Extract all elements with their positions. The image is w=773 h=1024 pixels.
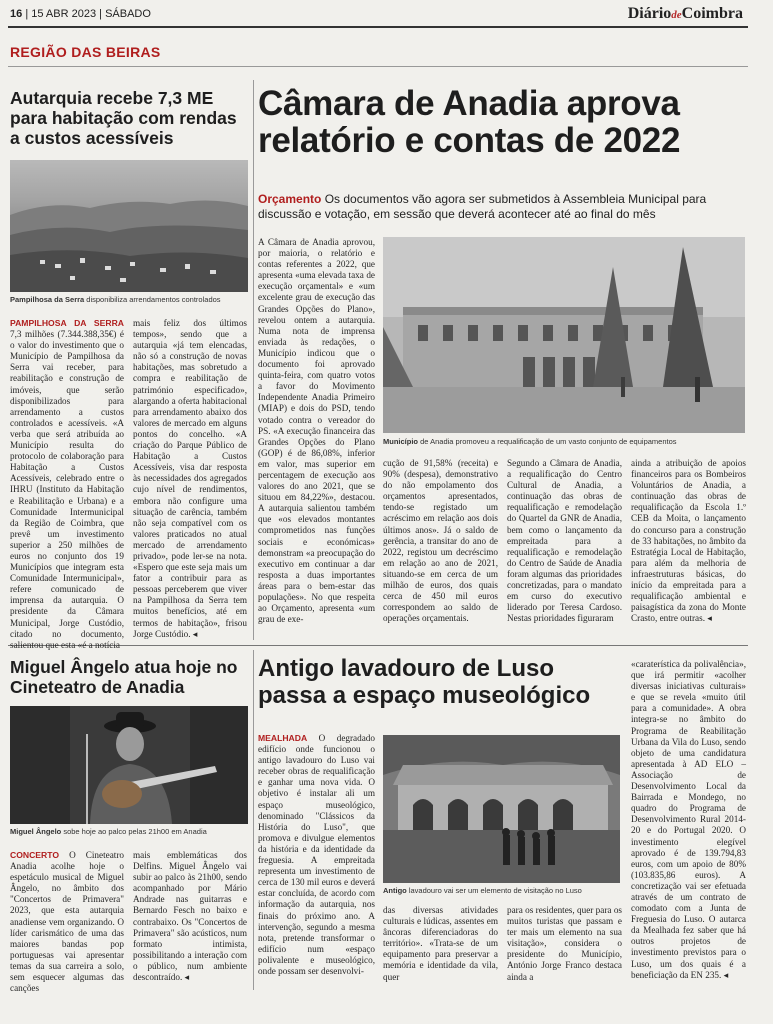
header-rule: [8, 26, 748, 28]
section-rule: [8, 66, 748, 67]
newspaper-logo: DiáriodeCoimbra: [627, 5, 743, 22]
town-hall-illustration: [383, 237, 745, 433]
anadia-photo-caption: Município de Anadia promoveu a requalificação de um vasto conjunto de equipamentos: [383, 437, 677, 446]
landscape-illustration: [10, 160, 248, 292]
page-number: 16: [10, 8, 23, 20]
page-header-left: 16 | 15 ABR 2023 | SÁBADO: [10, 8, 151, 20]
section-title: REGIÃO DAS BEIRAS: [10, 44, 161, 60]
luso-column-3: para os residentes, quer para os muitos turistas que passam e ter mais um elemento na sua visitação», considera o presidente do Município, António Jorge Franco destaca ainda a: [507, 905, 622, 982]
luso-washhouse-photo: [383, 735, 620, 883]
pampilhosa-column-2: mais feliz dos últimos tempos», sendo que a autarquia «já tem elencadas, não só a construção de novas habitações, mas sobretudo a compra e reabilitação de património especificado», alargando a oferta habitacional para arrendamento abaixo dos valores de mercado em alguns pontos do concelho. «A criação do Parque Público de Habitação a Custos Acessíveis, visa dar resposta às necessidades dos agregados cujo nível de rendimentos, embora não configure uma situação de carência, também não seja compatível com os valores praticados no atual mercado de arrendamento privado», pode ler-se na nota. «Espero que este seja mais um fator a contribuir para as pessoas perceberem que viver na Pampilhosa da Serra tem muitos benefícios, até em termos de habitação», frisou Jorge Custódio. ◂: [133, 318, 247, 639]
miguel-angelo-column-2: mais emblemáticas dos Delfins. Miguel Ângelo vai subir ao palco às 21h00, sendo acompanhado por Mário Andrade nas guitarras e Bernardo Fesch no baixo e contrabaixo. Os "Concertos de Primavera" são acústicos, num formato intimista, possibilitando a interação com o público, num ambiente descontraído. ◂: [133, 850, 247, 983]
column-divider: [253, 80, 254, 640]
washhouse-illustration: [383, 735, 620, 883]
luso-headline: Antigo lavadouro de Luso passa a espaço museológico: [258, 655, 591, 709]
issue-weekday: SÁBADO: [105, 8, 151, 20]
luso-column-4: «caraterística da polivalência», que irá permitir «acolher diversas iniciativas culturais» e que se revela «muito útil para a comunidade». A obra integra-se no âmbito do Programa de Reabilitação Urbana da Vila do Luso, sendo objeto de uma candidatura apresentada à AD ELO – Associação de Desenvolvimento Local da Bairrada e Mondego, no quadro do Programa de Desenvolvimento Rural 2014-20 e do Portugal 2020. O investimento elegível aprovado é de 139.794,83 euros, com um apoio de 80% (103.835,86 euros). A concretização vai ser efetuada através de um contrato de comodato com a Junta de Freguesia do Luso. O autarca da Mealhada fez saber que há outros projetos de investimento previstos para o Luso, um dos quais é a beneficiação da EN 235. ◂: [631, 659, 746, 980]
miguel-angelo-photo-caption: Miguel Ângelo sobe hoje ao palco pelas 21h00 em Anadia: [10, 827, 207, 836]
luso-column-1: MEALHADA O degradado edifício onde funcionou o antigo lavadouro do Luso vai receber obras de requalificação e ganhar uma nova vida. O objetivo é instalar ali um espaço museológico, denominado "Clássicos da História do Luso", que promova e divulgue elementos da história e da identidade da freguesia. A empreitada representa um investimento de cerca de 130 mil euros e deverá estar concluída, de acordo com informação da autarquia, nos finais do próximo ano. A intervenção, segundo a mesma nota, pretende transformar o edifício num «espaço polivalente e museológico, onde possam ser desenvolvi-: [258, 733, 375, 976]
anadia-headline: Câmara de Anadia aprova relatório e contas de 2022: [258, 84, 681, 160]
miguel-angelo-column-1: CONCERTO O Cineteatro Anadia acolhe hoje o espetáculo musical de Miguel Ângelo, no âmbito dos "Concertos de Primavera" 2023, que esta autarquia anadiense vem organizando. O líder carismático de uma das maiores bandas pop portuguesas vai apresentar temas da sua carreira a solo, sem esquecer algumas das canções: [10, 850, 124, 994]
miguel-angelo-photo: [10, 706, 248, 824]
anadia-subheading: Orçamento Os documentos vão agora ser submetidos à Assembleia Municipal para discussão e votação, em sessão que deverá acontecer até ao final do mês: [258, 192, 707, 221]
issue-date: 15 ABR 2023: [31, 8, 97, 20]
musician-illustration: [10, 706, 248, 824]
luso-column-2: das diversas atividades culturais e lúdicas, assentes em âncoras diferenciadoras do território». «Trata-se de um equipamento para preservar a memória e identidade da vila, quer: [383, 905, 498, 982]
pampilhosa-headline: Autarquia recebe 7,3 ME para habitação com rendas a custos acessíveis: [10, 88, 237, 148]
anadia-column-4: ainda a atribuição de apoios financeiros para os Bombeiros Voluntários de Anadia, a continuação das obras de requalificação da Escola 1.º CEB da Moita, o lançamento do concurso para a construção de 33 habitações, no âmbito da Estratégia Local de Habitação, para além da melhoria de infraestruturas básicas, do início da empreitada para a requalificação ambiental e paisagística da zona do Monte Crasto, entre outras. ◂: [631, 458, 746, 624]
anadia-town-hall-photo: [383, 237, 745, 433]
pampilhosa-landscape-photo: [10, 160, 248, 292]
anadia-column-2: cução de 91,58% (receita) e 90% (despesa), demonstrativo do não empolamento dos orçamentos apresentados, tendo-se registado um acréscimo em relação aos dois últimos anos». Já o saldo de gerência, a transitar do ano de 2022, registou um decréscimo em relação ao ano de 2021, situando-se em cerca de um milhão de euros, dos quais cerca de 450 mil euros correspondem ao saldo de operações orçamentais.: [383, 458, 498, 624]
pampilhosa-photo-caption: Pampilhosa da Serra disponibiliza arrendamentos controlados: [10, 295, 221, 304]
pampilhosa-column-1: PAMPILHOSA DA SERRA 7,3 milhões (7.344.388,35€) é o valor do investimento que o Município de Pampilhosa da Serra vai receber, para reabilitação e construção de imóveis, que serão disponibilizados para arrendamento a custos controlados e acessíveis. «A verba que será atribuída ao Município resulta do protocolo de colaboração para Habitação a Custos Acessíveis, celebrado entre o IHRU (Instituto da Habitação e Reabilitação e Urbana) e a Comunidade Intermunicipal da Região de Coimbra, que prevê um investimento superior a 250 milhões de euros no conjunto dos 19 Municípios que integram esta Comunidade Intermunicipal», refere comunicado de imprensa da autarquia. O presidente da Câmara Municipal, Jorge Custódio, citado no documento, salientou que esta «é a notícia: [10, 318, 124, 650]
luso-photo-caption: Antigo lavadouro vai ser um elemento de visitação no Luso: [383, 886, 582, 895]
anadia-column-3: Segundo a Câmara de Anadia, a requalificação do Centro Cultural de Anadia, a continuação das obras de requalificação e remodelação do Quartel da GNR de Anadia, bem como o lançamento da empreitada para a requalificação e remodelação do Centro de Saúde de Anadia foram algumas das prioridades concretizadas, para o mandato em curso do executivo liderado por Teresa Cardoso. Nestas prioridades figuraram: [507, 458, 622, 624]
column-divider: [253, 650, 254, 990]
miguel-angelo-headline: Miguel Ângelo atua hoje no Cineteatro de Anadia: [10, 657, 238, 697]
anadia-column-1: A Câmara de Anadia aprovou, por maioria, o relatório e contas referentes a 2022, que apresenta «uma elevada taxa de execução orçamental» e «um excelente grau de execução das Grandes Opções do Plano», revelou ontem a autarquia. Numa nota de imprensa enviada às redações, o Município indicou que o documento foi aprovado quinta-feira, com quatro votos a favor do Movimento Independente Anadia Primeiro (MIAP) e dois do PSD, tendo votado contra o vereador do PS. «A execução financeira das Grandes Opções do Plano (GOP) é de 86,08%, inferior em valor, mas superior em percentagem de execução aos valores do ano 2021, que se situou em 84,22%», destacou. A autarquia salientou também que «os elevados montantes comprometidos nas funções sociais e económicas» demonstram «a preocupação do executivo em continuar a dar resposta a duas importantes áreas para o bem-estar das populações». No que respeita ao Orçamento, apresenta «um grau de exe-: [258, 237, 375, 625]
